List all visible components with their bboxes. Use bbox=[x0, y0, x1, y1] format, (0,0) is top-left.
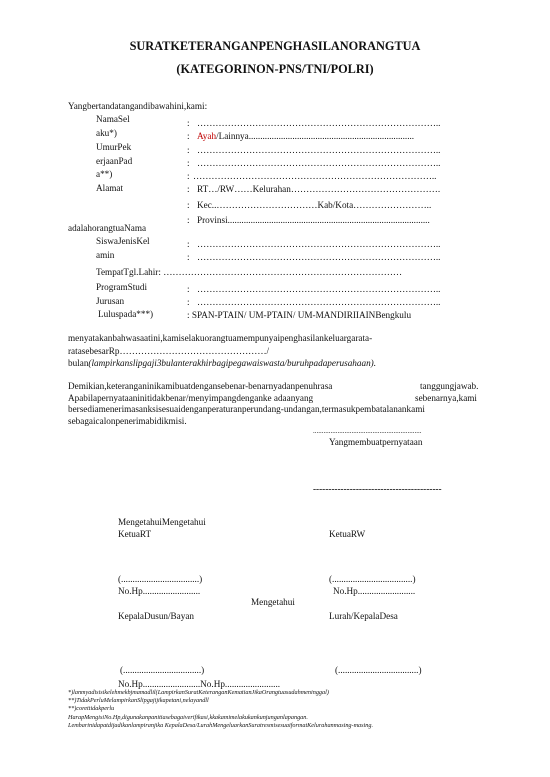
kepala-dusun-name: (..................................) bbox=[120, 665, 205, 675]
field-nama-siswa-dots: …………………………………………………………………….. bbox=[197, 239, 441, 249]
ayah-label: Ayah bbox=[197, 131, 217, 141]
income-bulan: bulan bbox=[68, 358, 89, 368]
field-lulus-value: : SPAN-PTAIN/ UM-PTAIN/ UM-MANDIRIIAINBengkulu bbox=[187, 310, 412, 320]
colon: : bbox=[187, 297, 190, 307]
field-nama-dots: …………………………………………………………………….. bbox=[197, 118, 441, 128]
ketua-rw-name: (...................................) bbox=[329, 574, 416, 584]
kepala-desa-name: (...................................) bbox=[335, 665, 422, 675]
mengetahui-pair: MengetahuiMengetahui bbox=[118, 517, 206, 527]
ketua-rt-label: KetuaRT bbox=[118, 529, 152, 539]
colon: : bbox=[187, 184, 190, 194]
label-umur-line2: erjaanPad bbox=[96, 156, 133, 166]
income-note: (lampirkanslipgaji3bulanterakhirbagipegawaiswasta/buruhpadaperusahaan). bbox=[88, 358, 377, 368]
colon: : bbox=[187, 158, 190, 168]
footnote-1: *)lanmyadisisikelehmekbjmamadlil(LampirkanSuratKeteranganKematianJikaOrangtuasudahmeninggal) bbox=[68, 689, 329, 696]
field-hubungan bbox=[197, 131, 414, 142]
mengetahui-center: Mengetahui bbox=[251, 597, 295, 607]
kepala-dusun-label: KepalaDusun/Bayan bbox=[118, 611, 195, 621]
label-alamat: Alamat bbox=[96, 183, 124, 193]
footnote-2: **)TidakPerluMelampirkanSlipgajijikapetani,nelayandll bbox=[68, 697, 209, 704]
footnote-4: HarapMengisiNo.Hp,digunakanpanitiasebagaiverifikasi,kkakamimelakukankunjunganlapangan. bbox=[68, 714, 308, 721]
kepala-desa-label: Lurah/KepalaDesa bbox=[329, 611, 398, 621]
label-prodi: ProgramStudi bbox=[96, 282, 148, 292]
intro-text: Yangbertandatangandibawahini,kami: bbox=[68, 101, 208, 111]
field-ttl: TempatTgl.Lahir: …………………………………………………………………… bbox=[96, 267, 403, 277]
label-siswa-line1: SiswaJenisKel bbox=[96, 236, 150, 246]
statement-line1a: Demikian,keteranganinikamibuatdengansebenar-benarnyadanpenuhrasa bbox=[68, 381, 333, 391]
label-jurusan: Jurusan bbox=[96, 296, 125, 306]
label-umur-line1: UmurPek bbox=[96, 142, 132, 152]
field-jurusan-dots: …………………………………………………………………….. bbox=[197, 297, 441, 307]
colon: : bbox=[187, 284, 190, 294]
field-prodi-dots: …………………………………………………………………….. bbox=[197, 284, 441, 294]
footnote-3: **)corettidakperlu bbox=[68, 705, 115, 712]
document-title: SURATKETERANGANPENGHASILANORANGTUA bbox=[129, 39, 421, 53]
yang-membuat-label: Yangmembuatpernyataan bbox=[329, 437, 423, 447]
place-date-dots: .............................................................. bbox=[313, 427, 422, 435]
field-jenis-kelamin-dots: …………………………………………………………………….. bbox=[197, 252, 441, 262]
statement-line1b: tanggungjawab. bbox=[420, 381, 479, 391]
signature-line: ------------------------------------------ bbox=[313, 484, 442, 494]
field-pekerjaan-dots: …………………………………………………………………….. bbox=[197, 158, 441, 168]
field-provinsi: Provinsi........................................................................................ bbox=[197, 215, 430, 225]
field-kec-kab: Kec..……………………………Kab/Kota…………………….. bbox=[197, 200, 432, 210]
income-line3 bbox=[68, 358, 376, 369]
colon: : bbox=[187, 131, 190, 141]
field-umur-dots: …………………………………………………………………….. bbox=[197, 145, 441, 155]
footnote-5: Lembarinidapatdijadikanlampiranjika KepalaDesa/LurahMengeluarkanSuratresmisesuaiformatKelurahanmasing-masing. bbox=[68, 722, 374, 729]
label-siswa-line2: amin bbox=[96, 250, 115, 260]
ketua-rt-hp: No.Hp......................... bbox=[118, 586, 201, 596]
colon: : bbox=[187, 239, 190, 249]
label-umur-line3: a**) bbox=[96, 169, 113, 179]
ketua-rt-name: (..................................) bbox=[118, 574, 203, 584]
colon: : bbox=[187, 145, 190, 155]
colon: : bbox=[187, 118, 190, 128]
income-line1: menyatakanbahwasaatini,kamiselakuorangtuamempunyaipenghasilankeluargarata- bbox=[68, 333, 373, 343]
lainnya-label: /Lainnya........................................................................ bbox=[216, 131, 415, 141]
ketua-rw-label: KetuaRW bbox=[329, 529, 366, 539]
statement-line2b: sebenarnya,kami bbox=[415, 393, 477, 403]
ketua-rw-hp: No.Hp......................... bbox=[333, 586, 416, 596]
label-lulus: Luluspada***) bbox=[98, 309, 154, 319]
field-penghasilan-dots: …………………………………………………………………….. bbox=[193, 171, 437, 181]
kepala-hp-pair: No.Hp.........................No.Hp........................ bbox=[118, 679, 281, 689]
label-nama-line2: aku*) bbox=[96, 128, 117, 138]
income-line2: ratasebesarRp…………………………………………/ bbox=[68, 346, 270, 356]
statement-line4: sebagaicalonpenerimabidikmisi. bbox=[68, 416, 187, 426]
document-subtitle: (KATEGORINON-PNS/TNI/POLRI) bbox=[176, 62, 374, 76]
colon: : bbox=[187, 171, 190, 181]
colon: : bbox=[187, 215, 190, 225]
field-rt-rw: RT…/RW……Kelurahan…………………………………………. bbox=[197, 184, 441, 194]
statement-line3: bersediamenerimasanksisesuaidenganperaturanperundang-undangan,termasukpembatalanankami bbox=[68, 404, 425, 414]
colon: : bbox=[187, 200, 190, 210]
statement-line2a: Apabilapernyataaninitidakbenar/menyimpangdenganke adaanyang bbox=[68, 393, 314, 403]
label-nama-line1: NamaSel bbox=[96, 114, 130, 124]
colon: : bbox=[187, 252, 190, 262]
adalah-text: adalahorangtuaNama bbox=[68, 223, 147, 233]
